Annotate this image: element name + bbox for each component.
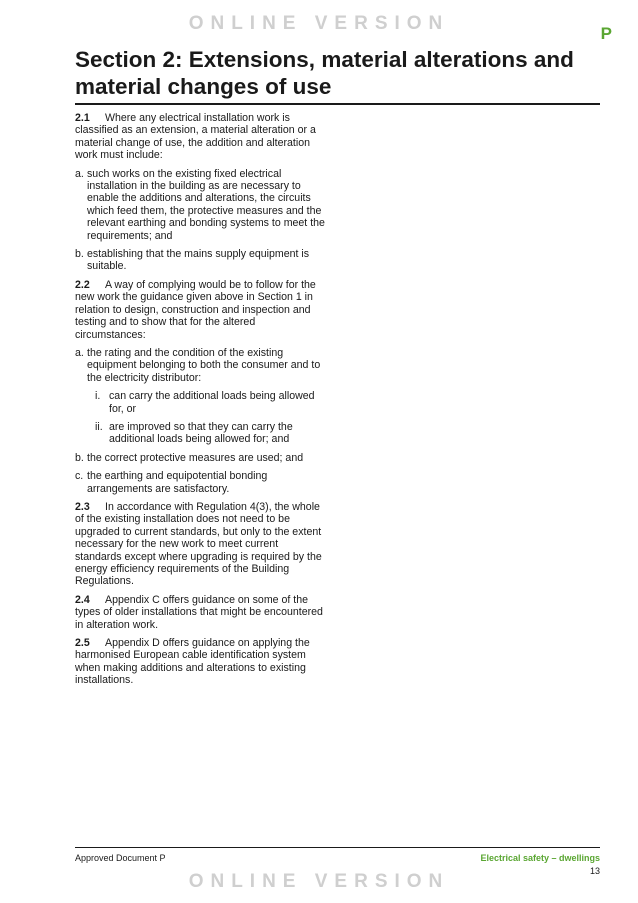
- list-marker: b.: [75, 451, 84, 464]
- list-marker: a.: [75, 167, 84, 180]
- paragraph-text: In accordance with Regulation 4(3), the whole of the existing installation does not need to be upgraded to current standards, but only to the extent necessary for the new work to meet current standards except where upgrading is required by the energy efficiency requirements of the Building Regulations.: [75, 500, 322, 588]
- list-item-text: the correct protective measures are used; and: [87, 451, 304, 464]
- list-marker: c.: [75, 470, 84, 483]
- footer-document-name: Approved Document P: [75, 853, 166, 863]
- list-item: [75, 470, 325, 495]
- part-letter: P: [600, 24, 612, 43]
- paragraph-text: Appendix D offers guidance on applying the harmonised European cable identification system when making additions and alterations to existing installations.: [75, 637, 310, 687]
- watermark-top: ONLINE VERSION: [188, 13, 450, 34]
- list-item: [75, 347, 325, 446]
- list-marker: b.: [75, 248, 84, 261]
- list-item-text: such works on the existing fixed electrical installation in the building as are necessary to enable the additions and alterations, the circuits which feed them, the protective measures and the relevant earthing and bonding systems to meet the requirements; and: [87, 167, 325, 242]
- body-column: [75, 112, 325, 693]
- list-item-text: establishing that the mains supply equipment is suitable.: [87, 248, 310, 273]
- sub-list-item: [87, 390, 325, 415]
- sub-list-item: [87, 421, 325, 446]
- paragraph-2-4: [75, 594, 325, 631]
- paragraph-2-3: [75, 501, 325, 588]
- paragraph-text: Where any electrical installation work is classified as an extension, a material alteration or a material change of use, the addition and alteration work must include:: [75, 112, 316, 162]
- list-marker: a.: [75, 346, 84, 359]
- footer-rule: [75, 847, 600, 848]
- watermark-bottom: ONLINE VERSION: [188, 871, 450, 892]
- list-item-text: are improved so that they can carry the additional loads being allowed for; and: [109, 420, 293, 446]
- list-marker: ii.: [95, 420, 103, 433]
- list-item: [75, 248, 325, 273]
- paragraph-2-2: [75, 279, 325, 341]
- list-item: [75, 452, 325, 464]
- paragraph-number: 2.5: [75, 637, 90, 650]
- paragraph-number: 2.3: [75, 500, 90, 513]
- list-item-text: the earthing and equipotential bonding arrangements are satisfactory.: [87, 470, 268, 495]
- paragraph-number: 2.1: [75, 112, 90, 124]
- list-item: [75, 168, 325, 242]
- paragraph-text: Appendix C offers guidance on some of the types of older installations that might be encountered in alteration work.: [75, 593, 323, 631]
- title-rule: [75, 103, 600, 105]
- paragraph-number: 2.2: [75, 278, 90, 291]
- list-item-text: can carry the additional loads being allowed for, or: [109, 390, 315, 415]
- list-marker: i.: [95, 390, 101, 403]
- list-item-text: the rating and the condition of the existing equipment belonging to both the consumer and to the electricity distributor:: [87, 346, 321, 384]
- paragraph-number: 2.4: [75, 593, 90, 606]
- paragraph-2-1: [75, 112, 325, 162]
- paragraph-text: A way of complying would be to follow for the new work the guidance given above in Section 1 in relation to design, construction and inspection and testing and to show that for the altered circumstances:: [75, 278, 316, 341]
- paragraph-2-5: [75, 637, 325, 687]
- page-number: 13: [589, 866, 600, 876]
- footer-section-name: Electrical safety – dwellings: [480, 853, 600, 863]
- section-title: Section 2: Extensions, material alterations and material changes of use: [75, 47, 574, 99]
